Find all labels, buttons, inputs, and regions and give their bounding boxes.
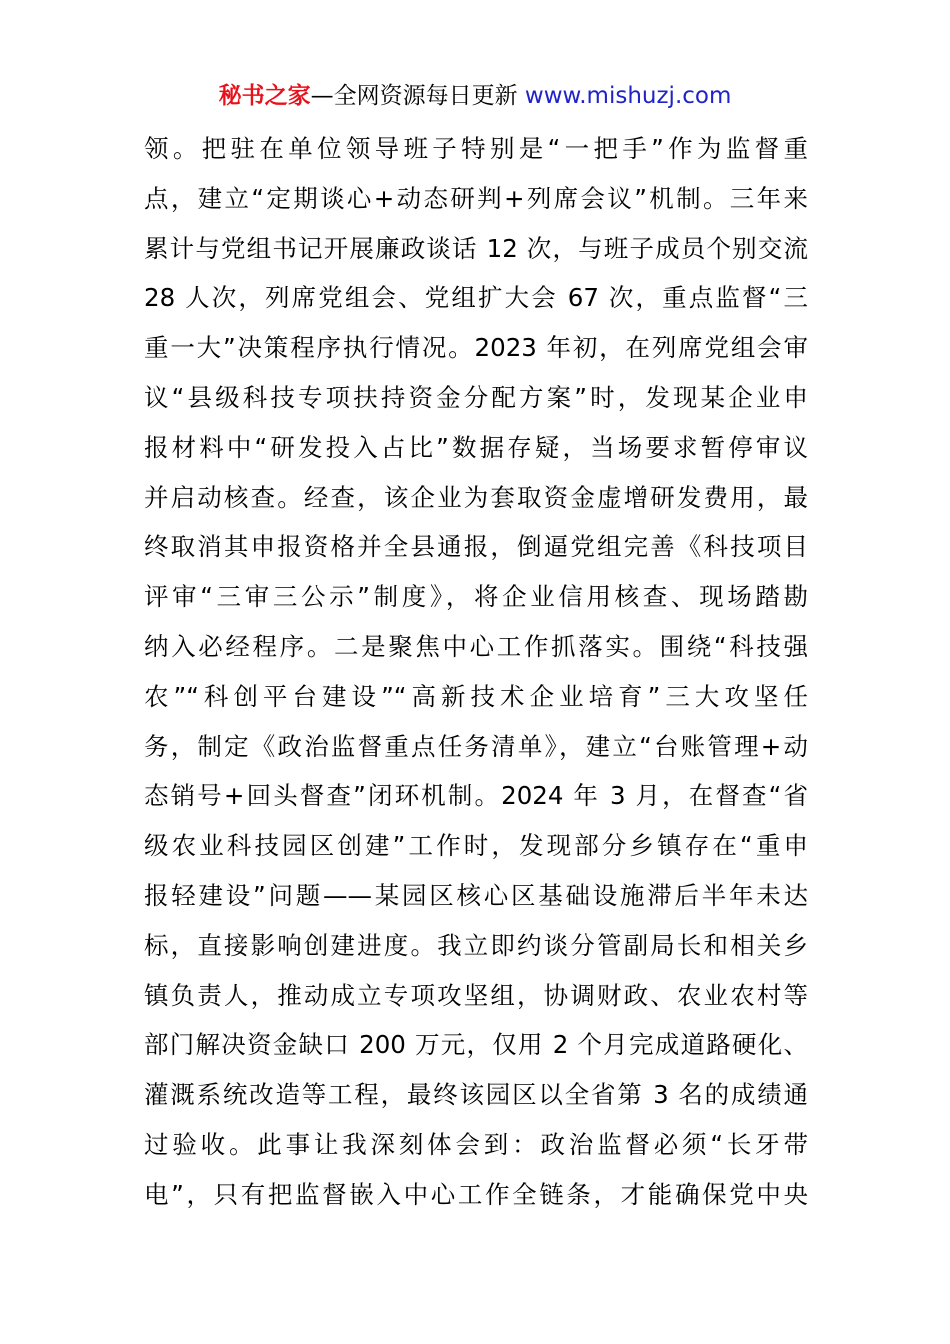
site-url-link[interactable]: www.mishuzj.com <box>524 83 732 109</box>
body-line: 务，制定《政治监督重点任务清单》，建立“台账管理+动 <box>144 731 808 761</box>
site-slogan: —全网资源每日更新 <box>310 83 525 109</box>
body-line: 累计与党组书记开展廉政谈话 12 次，与班子成员个别交流 <box>144 233 808 263</box>
body-line: 镇负责人，推动成立专项攻坚组，协调财政、农业农村等 <box>144 980 808 1010</box>
body-line: 28 人次，列席党组会、党组扩大会 67 次，重点监督“三 <box>144 283 808 313</box>
body-line: 评审“三审三公示”制度》，将企业信用核查、现场踏勘 <box>144 582 808 612</box>
body-line: 标，直接影响创建进度。我立即约谈分管副局长和相关乡 <box>144 930 808 960</box>
body-line: 态销号+回头督查”闭环机制。2024 年 3 月，在督查“省 <box>144 781 808 811</box>
body-line: 报轻建设”问题——某园区核心区基础设施滞后半年未达 <box>144 880 808 910</box>
body-line: 纳入必经程序。二是聚焦中心工作抓落实。围绕“科技强 <box>144 631 808 661</box>
document-body <box>144 124 808 1220</box>
site-header <box>0 80 950 112</box>
body-line: 报材料中“研发投入占比”数据存疑，当场要求暂停审议 <box>144 432 808 462</box>
body-line: 过验收。此事让我深刻体会到：政治监督必须“长牙带 <box>144 1129 808 1159</box>
body-line: 级农业科技园区创建”工作时，发现部分乡镇存在“重申 <box>144 831 808 861</box>
body-line: 议“县级科技专项扶持资金分配方案”时，发现某企业申 <box>144 382 808 412</box>
body-line: 农”“科创平台建设”“高新技术企业培育”三大攻坚任 <box>144 681 808 711</box>
body-line: 并启动核查。经查，该企业为套取资金虚增研发费用，最 <box>144 482 808 512</box>
site-brand: 秘书之家 <box>218 83 311 109</box>
body-line: 点，建立“定期谈心+动态研判+列席会议”机制。三年来 <box>144 183 808 213</box>
body-line: 重一大”决策程序执行情况。2023 年初，在列席党组会审 <box>144 333 808 363</box>
body-line: 部门解决资金缺口 200 万元，仅用 2 个月完成道路硬化、 <box>144 1030 808 1060</box>
body-line: 电”，只有把监督嵌入中心工作全链条，才能确保党中央 <box>144 1179 808 1209</box>
body-line: 终取消其申报资格并全县通报，倒逼党组完善《科技项目 <box>144 532 808 562</box>
body-line: 灌溉系统改造等工程，最终该园区以全省第 3 名的成绩通 <box>144 1080 808 1110</box>
body-line: 领。把驻在单位领导班子特别是“一把手”作为监督重 <box>144 134 808 163</box>
